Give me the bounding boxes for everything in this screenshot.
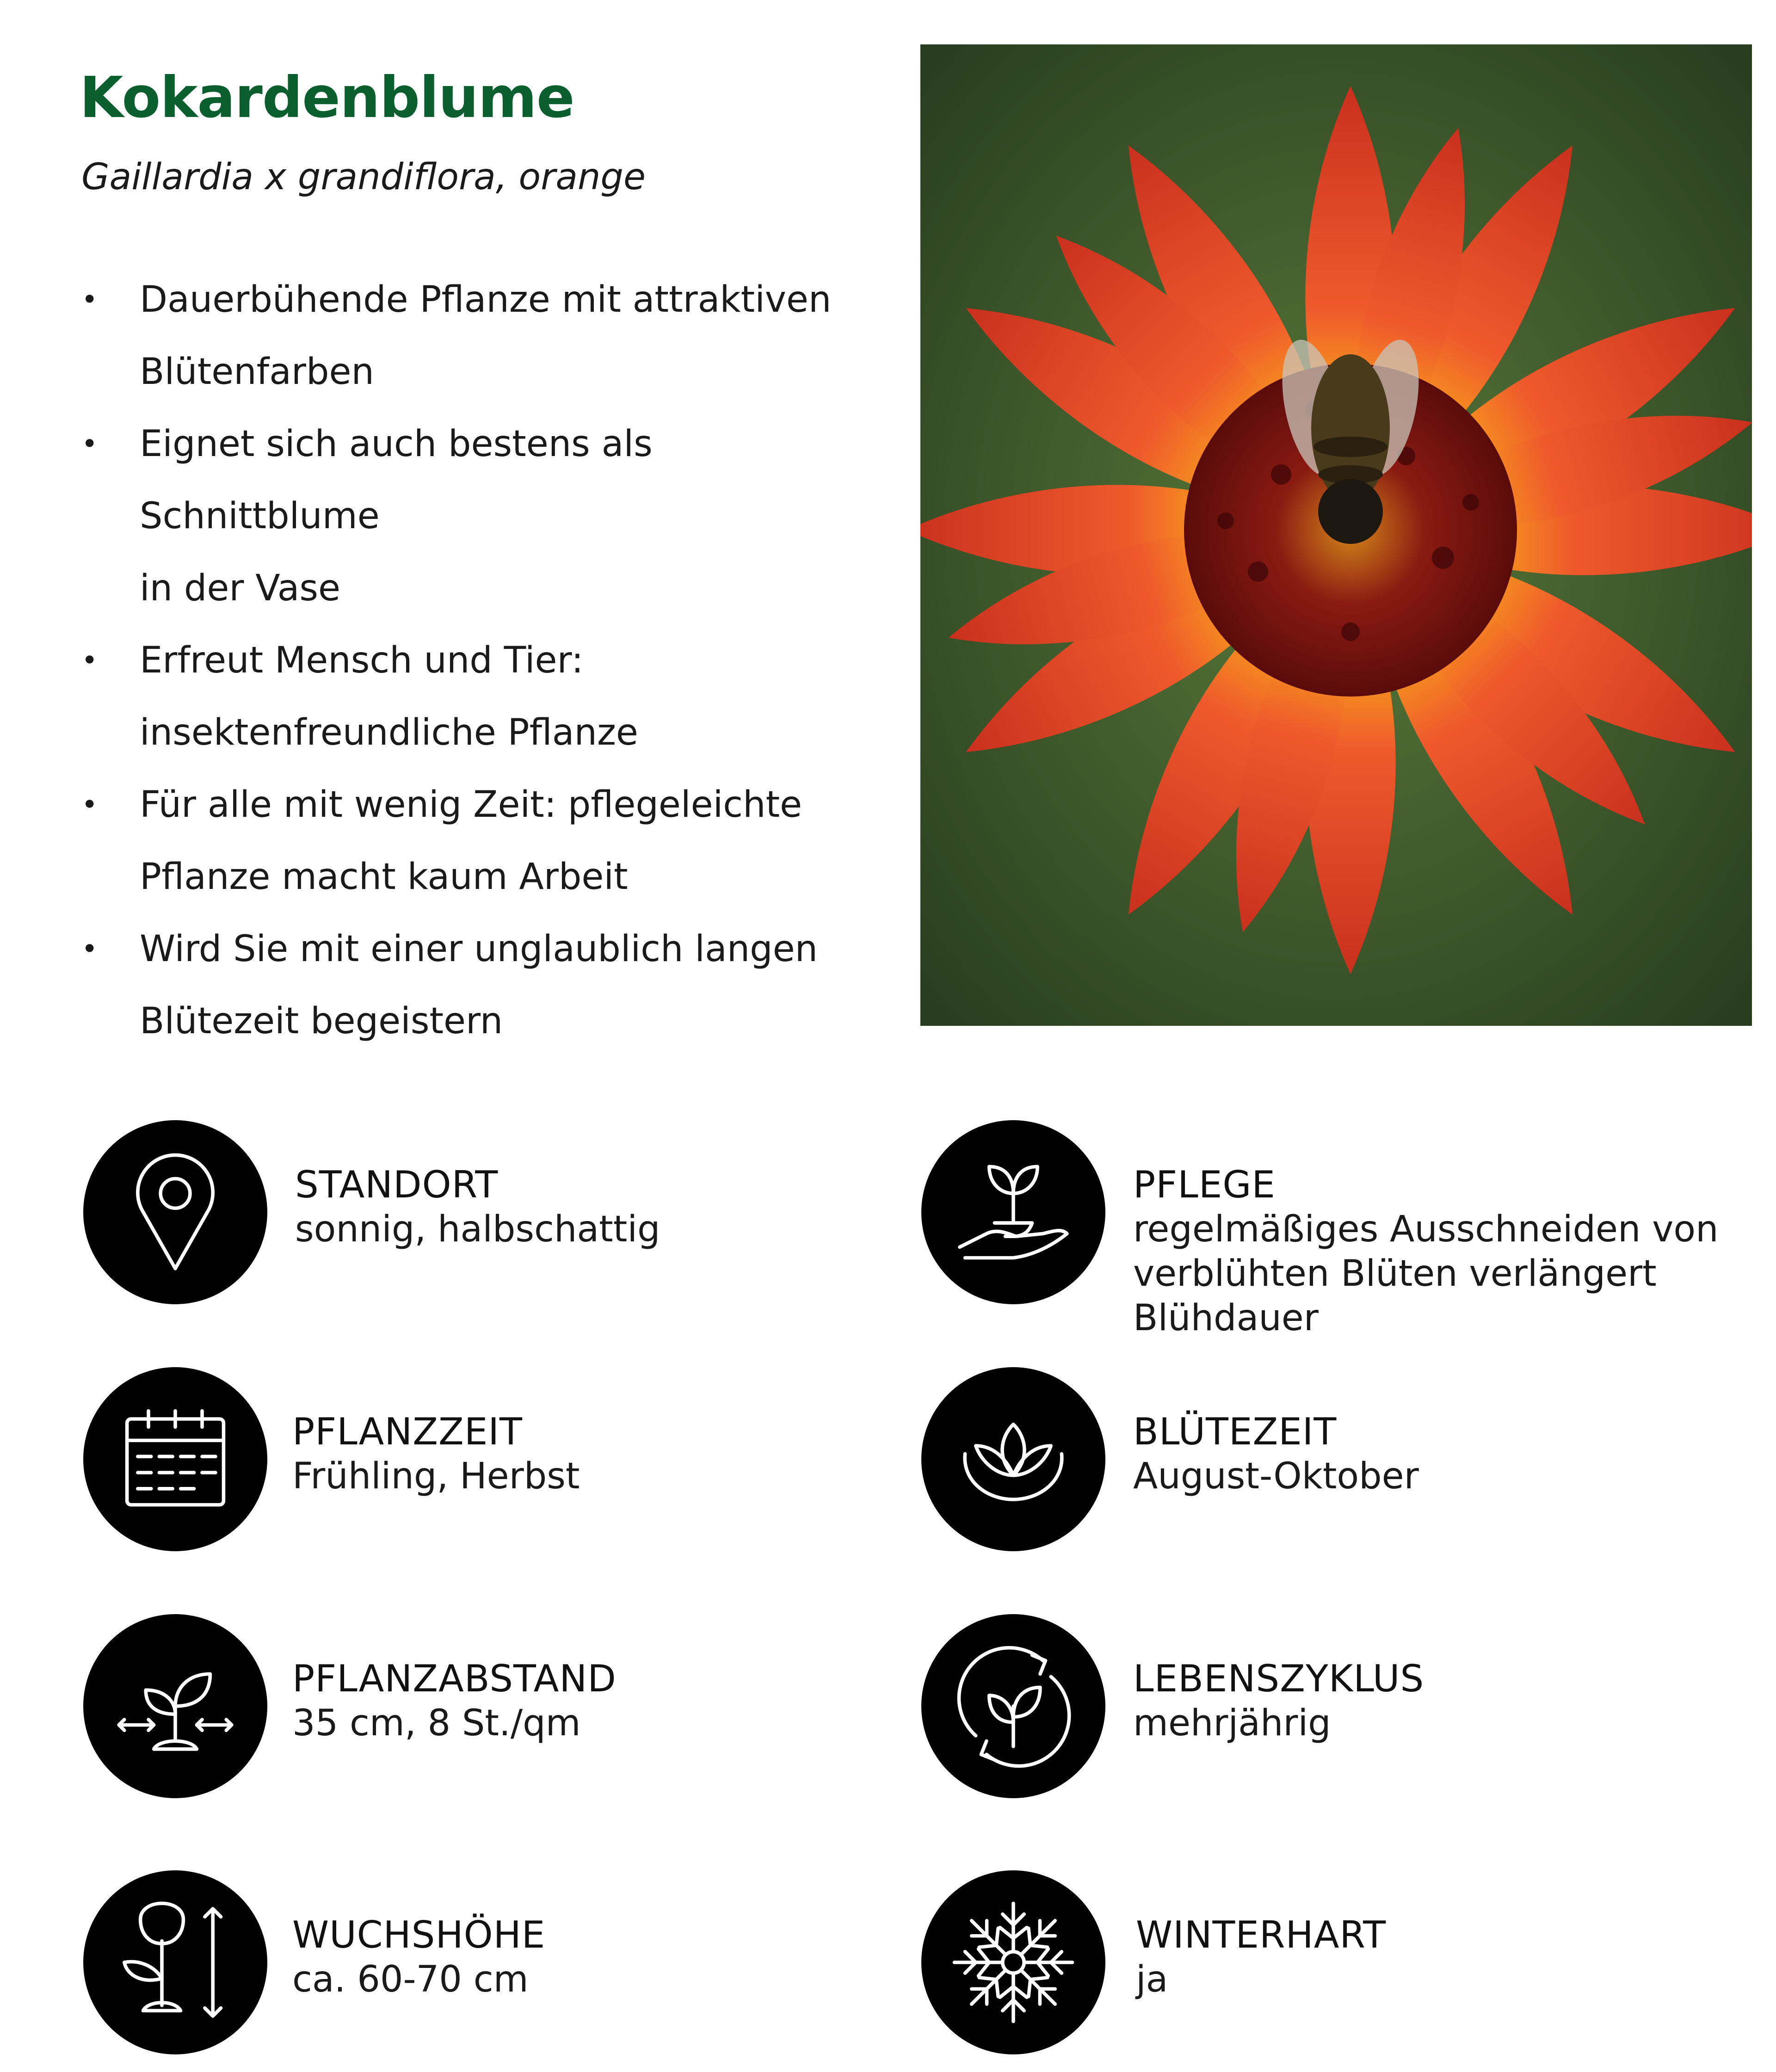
- feature-item: • Dauerbühende Pflanze mit attraktiven Blütenfarben: [81, 264, 895, 408]
- bullet-icon: •: [81, 789, 98, 821]
- info-value: 35 cm, 8 St./qm: [292, 1702, 581, 1744]
- info-pflanzabstand: [83, 1614, 911, 1808]
- calendar-icon: [83, 1367, 267, 1551]
- snowflake-icon: [921, 1870, 1105, 2054]
- feature-item: • Für alle mit wenig Zeit: pflegeleichte Pflanze macht kaum Arbeit: [81, 769, 895, 913]
- info-label: PFLANZABSTAND: [292, 1657, 617, 1700]
- info-winterhart: [921, 1870, 1749, 2065]
- info-value: sonnig, halbschattig: [295, 1209, 660, 1250]
- lotus-flower-icon: [921, 1367, 1105, 1551]
- info-bluetezeit: [921, 1367, 1749, 1561]
- info-label: WUCHSHÖHE: [292, 1913, 546, 1956]
- info-label: LEBENSZYKLUS: [1133, 1657, 1424, 1700]
- info-standort: [83, 1120, 911, 1314]
- info-value: mehrjährig: [1133, 1702, 1331, 1744]
- info-label: WINTERHART: [1136, 1913, 1387, 1956]
- info-value: ja: [1136, 1959, 1168, 2000]
- info-lebenszyklus: [921, 1614, 1749, 1808]
- seedling-spacing-icon: [83, 1614, 267, 1798]
- info-label: PFLANZZEIT: [292, 1410, 523, 1453]
- plant-cycle-icon: [921, 1614, 1105, 1798]
- bullet-icon: •: [81, 284, 98, 316]
- product-photo: [920, 44, 1752, 1026]
- location-pin-icon: [83, 1120, 267, 1304]
- feature-item: • Erfreut Mensch und Tier: insektenfreundliche Pflanze: [81, 624, 895, 769]
- info-wuchshoehe: [83, 1870, 911, 2065]
- feature-item: • Eignet sich auch bestens als Schnittblume in der Vase: [81, 408, 895, 624]
- bullet-icon: •: [81, 644, 98, 677]
- info-value: regelmäßiges Ausschneiden von verblühten Blüten verlängert Blühdauer: [1133, 1209, 1719, 1339]
- plant-height-icon: [83, 1870, 267, 2054]
- info-pflege: [921, 1120, 1749, 1339]
- info-label: PFLEGE: [1133, 1163, 1276, 1206]
- product-subtitle: Gaillardia x grandiflora, orange: [81, 156, 646, 198]
- hand-plant-icon: [921, 1120, 1105, 1304]
- info-label: BLÜTEZEIT: [1133, 1410, 1337, 1453]
- info-value: Frühling, Herbst: [292, 1455, 580, 1497]
- info-pflanzzeit: [83, 1367, 911, 1561]
- info-label: STANDORT: [295, 1163, 499, 1206]
- product-title: Kokardenblume: [80, 65, 574, 130]
- feature-item: • Wird Sie mit einer unglaublich langen Blütezeit begeistern: [81, 913, 895, 1057]
- bullet-icon: •: [81, 428, 98, 460]
- info-value: August-Oktober: [1133, 1455, 1419, 1497]
- bullet-icon: •: [81, 933, 98, 965]
- feature-list: [81, 264, 895, 1057]
- info-value: ca. 60-70 cm: [292, 1959, 529, 2000]
